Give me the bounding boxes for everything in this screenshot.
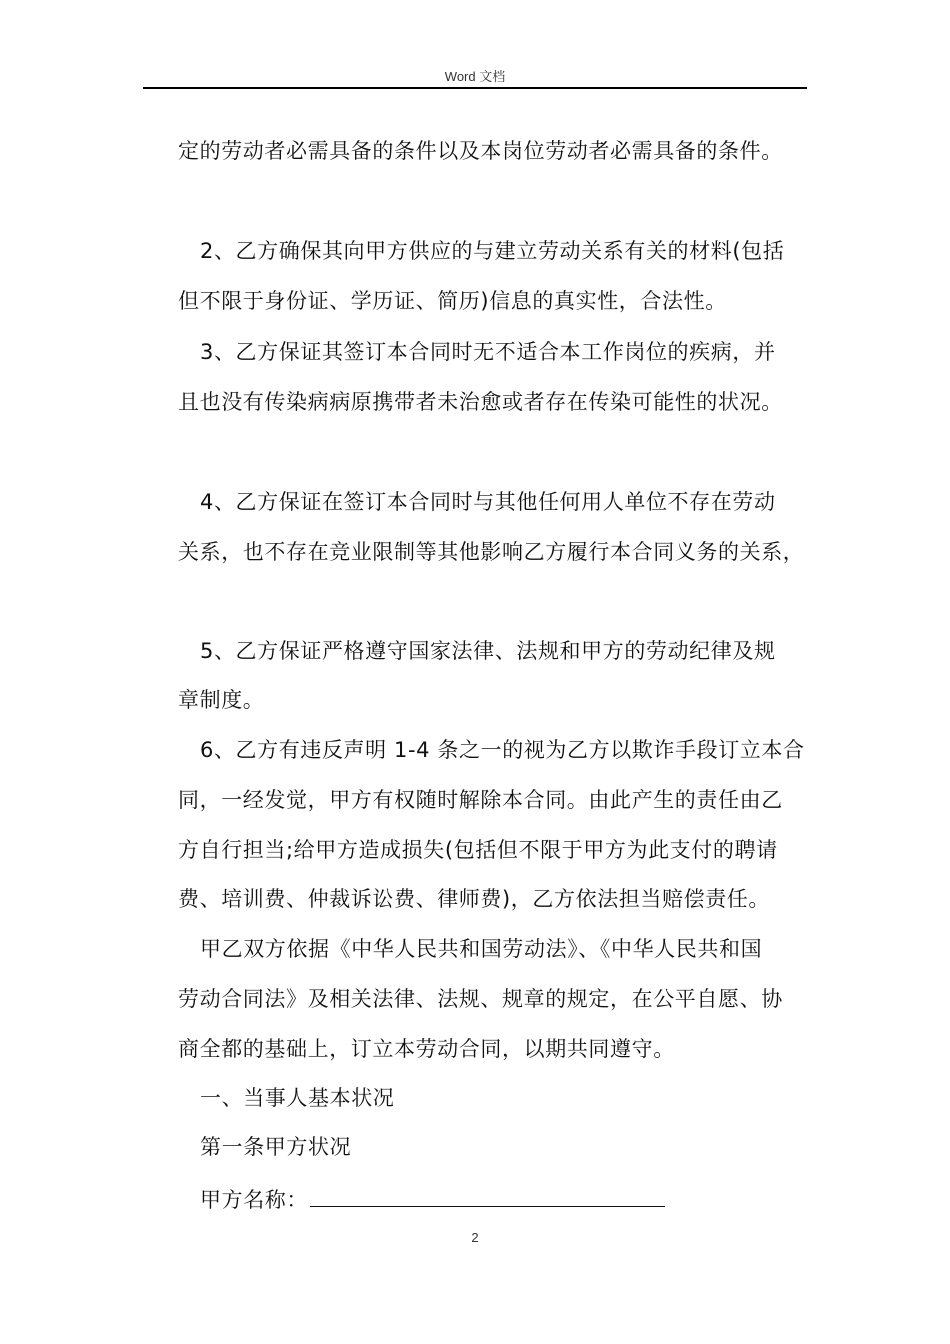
paragraph-line: 3、乙方保证其签订本合同时无不适合本工作岗位的疾病，并 xyxy=(200,340,776,364)
paragraph-line: 费、培训费、仲裁诉讼费、律师费)，乙方依法担当赔偿责任。 xyxy=(178,887,770,911)
paragraph-line: 定的劳动者必需具备的条件以及本岗位劳动者必需具备的条件。 xyxy=(178,139,783,163)
paragraph-line: 劳动合同法》及相关法律、法规、规章的规定，在公平自愿、协 xyxy=(178,987,783,1011)
paragraph-line: 同，一经发觉，甲方有权随时解除本合同。由此产生的责任由乙 xyxy=(178,788,783,812)
paragraph-line: 5、乙方保证严格遵守国家法律、法规和甲方的劳动纪律及规 xyxy=(200,639,776,663)
party-a-name-label: 甲方名称： xyxy=(200,1188,308,1212)
paragraph-line: 章制度。 xyxy=(178,688,265,712)
paragraph-line: 4、乙方保证在签订本合同时与其他任何用人单位不存在劳动 xyxy=(200,490,776,514)
paragraph-line: 甲乙双方依据《中华人民共和国劳动法》、《中华人民共和国 xyxy=(200,937,763,961)
paragraph-line: 方自行担当;给甲方造成损失(包括但不限于甲方为此支付的聘请 xyxy=(178,838,778,862)
page-header: Word 文档 xyxy=(444,69,506,84)
paragraph-line: 2、乙方确保其向甲方供应的与建立劳动关系有关的材料(包括 xyxy=(200,239,785,263)
party-a-name-blank[interactable] xyxy=(310,1182,665,1207)
paragraph-line: 商全都的基础上，订立本劳动合同，以期共同遵守。 xyxy=(178,1037,675,1061)
paragraph-line: 关系，也不存在竞业限制等其他影响乙方履行本合同义务的关系， xyxy=(178,540,805,564)
party-a-name-row xyxy=(200,1182,665,1215)
paragraph-line: 且也没有传染病病原携带者未治愈或者存在传染可能性的状况。 xyxy=(178,390,783,414)
paragraph-line: 6、乙方有违反声明 1-4 条之一的视为乙方以欺诈手段订立本合 xyxy=(200,738,805,762)
section-heading: 一、当事人基本状况 xyxy=(200,1086,395,1110)
article-heading: 第一条甲方状况 xyxy=(200,1135,352,1159)
header-rule xyxy=(143,87,807,89)
page-number: 2 xyxy=(471,1230,479,1245)
paragraph-line: 但不限于身份证、学历证、简历)信息的真实性，合法性。 xyxy=(178,289,727,313)
